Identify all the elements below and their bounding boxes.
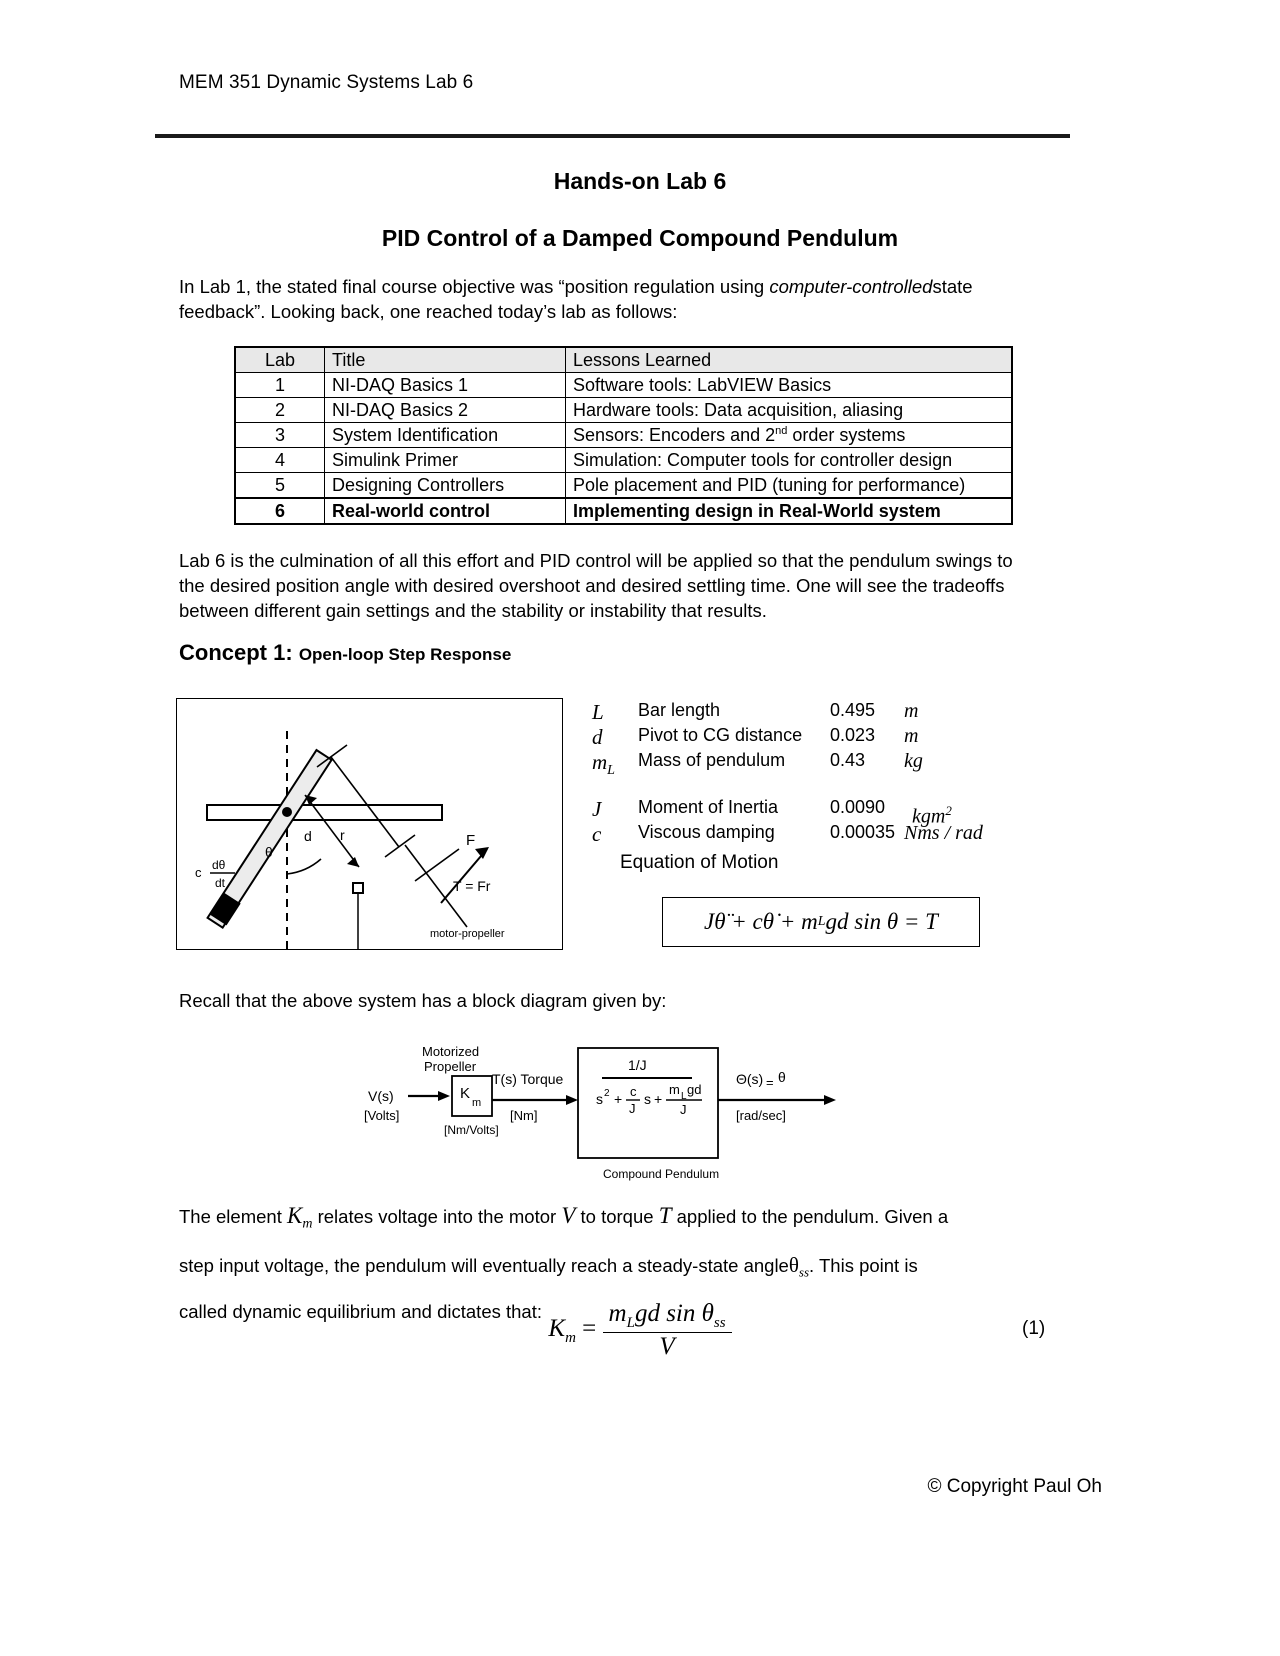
theta-label: θ xyxy=(265,844,273,860)
cell-title: NI-DAQ Basics 1 xyxy=(325,373,566,398)
parameter-value: 0.495 xyxy=(830,700,876,720)
cell-lesson: Software tools: LabVIEW Basics xyxy=(566,373,1013,398)
elem-V: V xyxy=(561,1203,576,1228)
F-label: F xyxy=(466,832,476,849)
tf-den-s-2: s xyxy=(644,1091,651,1107)
cell-title: Simulink Primer xyxy=(325,448,566,473)
cell-lab: 5 xyxy=(235,473,325,499)
element-line-2 xyxy=(179,1245,1049,1293)
block-diagram-svg xyxy=(360,1038,920,1188)
eq1-denominator: V xyxy=(659,1333,675,1360)
parameter-symbol: d xyxy=(592,725,603,749)
eq1-num-m-sub: L xyxy=(626,1315,635,1331)
unit-base: kgm xyxy=(912,805,946,828)
r-tick-end xyxy=(385,835,415,857)
eq1-numerator xyxy=(603,1300,732,1333)
concept-label: Concept 1: xyxy=(179,640,293,665)
theta-arc xyxy=(287,859,321,874)
eq1-equals: = xyxy=(582,1315,597,1343)
r-label: r xyxy=(340,827,345,843)
lesson-post: order systems xyxy=(787,424,906,445)
km-block-subscript: m xyxy=(472,1097,482,1109)
input-units-label: [Volts] xyxy=(364,1108,400,1123)
elem-text-5: step input voltage, the pendulum will eventually reach a steady-state angle xyxy=(179,1254,789,1276)
force-arrowhead xyxy=(475,847,489,859)
equation-number: (1) xyxy=(1022,1318,1046,1339)
page-subtitle: PID Control of a Damped Compound Pendulum xyxy=(381,225,899,251)
parameter-value: 0.43 xyxy=(830,750,866,770)
elem-theta-sub: ss xyxy=(798,1264,810,1280)
km-units-label: [Nm/Volts] xyxy=(444,1123,499,1137)
eq1-num-m: m xyxy=(608,1300,627,1327)
table-row xyxy=(235,423,1012,448)
cell-lesson: Implementing design in Real-World system xyxy=(566,498,1013,524)
elem-km: K xyxy=(286,1203,303,1228)
km-block-label: K xyxy=(460,1085,471,1102)
table-row xyxy=(235,398,1012,423)
pendulum-diagram-svg xyxy=(177,699,562,949)
parameter-name: Mass of pendulum xyxy=(638,750,786,770)
support-bar xyxy=(207,805,442,820)
tf-den-m: m xyxy=(669,1082,680,1097)
parameter-value: 0.0090 xyxy=(830,797,886,817)
parameter-unit: m xyxy=(904,700,919,722)
cell-title: Designing Controllers xyxy=(325,473,566,499)
elem-text-1: The element xyxy=(179,1206,287,1227)
output-arrowhead xyxy=(824,1095,836,1105)
input-signal-label: V(s) xyxy=(368,1088,394,1104)
elem-text-6: . This point is xyxy=(809,1254,918,1276)
pendulum-figure xyxy=(176,698,563,950)
parameter-row-J xyxy=(592,797,1012,828)
table-row xyxy=(235,373,1012,398)
lesson-pre: Sensors: Encoders and 2 xyxy=(573,424,776,445)
motor-propeller-label: motor-propeller xyxy=(430,928,505,940)
d-label: d xyxy=(304,828,312,844)
elem-theta: θ xyxy=(788,1252,799,1277)
cell-title: System Identification xyxy=(325,423,566,448)
column-header-lessons: Lessons Learned xyxy=(566,347,1013,373)
eom-text-2: gd sin θ = T xyxy=(825,909,938,934)
km-block xyxy=(452,1076,492,1116)
lab6-paragraph: Lab 6 is the culmination of all this effort and PID control will be applied so that the pendulum swings to the desired position angle with desired overshoot and desired settling time. One will see the tradeoffs between different gain settings and the stability or instability that results. xyxy=(179,550,1013,621)
parameter-row-c xyxy=(592,822,1012,856)
km-caption-line2: Propeller xyxy=(424,1059,477,1074)
pivot-point xyxy=(282,807,292,817)
concept-text: Open-loop Step Response xyxy=(298,645,512,664)
tf-den-m-subscript: L xyxy=(681,1091,687,1102)
tf-den-J-1: J xyxy=(629,1101,636,1116)
tf-den-s-exponent: 2 xyxy=(604,1088,610,1099)
eq1-K: K xyxy=(548,1315,566,1343)
elem-text-2: relates voltage into the motor xyxy=(312,1206,562,1227)
parameter-spacer xyxy=(592,775,1012,797)
page-title: Hands-on Lab 6 xyxy=(553,168,727,194)
parameter-row-d xyxy=(592,725,1012,750)
table-row xyxy=(235,473,1012,499)
parameter-symbol: c xyxy=(592,822,602,846)
element-line-1 xyxy=(179,1196,1049,1245)
damping-num-label: dθ xyxy=(212,858,226,872)
r-tick-mid xyxy=(415,849,459,881)
cell-lesson: Simulation: Computer tools for controller design xyxy=(566,448,1013,473)
cell-title: NI-DAQ Basics 2 xyxy=(325,398,566,423)
unit-superscript: 2 xyxy=(945,803,952,818)
element-line-3: called dynamic equilibrium and dictates that: xyxy=(179,1301,542,1323)
parameter-value: 0.023 xyxy=(830,725,876,745)
parameter-list xyxy=(592,700,1012,856)
parameter-symbol: L xyxy=(592,700,604,724)
elem-km-sub: m xyxy=(302,1216,313,1232)
eq1-fraction xyxy=(603,1300,732,1361)
intro-paragraph xyxy=(179,274,1044,324)
cell-lesson xyxy=(566,423,1013,448)
input-arrowhead xyxy=(438,1091,450,1101)
eom-subscript: L xyxy=(817,914,826,929)
lesson-sup: nd xyxy=(775,424,788,437)
parameter-symbol: J xyxy=(592,797,602,821)
concept-heading xyxy=(179,640,511,666)
cell-lab: 1 xyxy=(235,373,325,398)
torque-label: T = Fr xyxy=(453,878,491,894)
tf-den-gd: gd xyxy=(687,1082,702,1097)
output-theta: θ xyxy=(778,1069,786,1085)
intro-part1: In Lab 1, the stated final course objective was “position regulation using xyxy=(179,276,770,297)
intro-part2: state feedback”. Looking back, one reached today’s lab as follows: xyxy=(179,276,973,322)
equation-of-motion-box xyxy=(662,897,980,947)
transfer-function-numerator: 1/J xyxy=(628,1057,647,1073)
output-signal-label: Θ(s) xyxy=(736,1071,764,1087)
eq1-num-theta-sub: ss xyxy=(713,1315,726,1331)
output-equals: = xyxy=(766,1075,774,1090)
recall-paragraph: Recall that the above system has a block diagram given by: xyxy=(179,990,667,1011)
torque-arrowhead xyxy=(566,1095,578,1105)
parameter-unit: Nms / rad xyxy=(904,822,983,844)
parameter-name: Bar length xyxy=(638,700,721,720)
cell-lab: 4 xyxy=(235,448,325,473)
torque-units-label: [Nm] xyxy=(510,1108,538,1123)
lab-history-table xyxy=(234,346,1013,525)
equation-of-motion-label: Equation of Motion xyxy=(620,852,779,873)
tf-den-plus-2: + xyxy=(654,1091,663,1107)
elem-text-3: to torque xyxy=(575,1206,659,1227)
parameter-value: 0.00035 xyxy=(830,822,896,842)
cell-lab: 3 xyxy=(235,423,325,448)
tf-den-J-2: J xyxy=(680,1102,687,1117)
table-row xyxy=(235,448,1012,473)
cg-marker xyxy=(353,883,363,893)
eq1-num-rest: gd sin θ xyxy=(634,1300,714,1327)
block-diagram xyxy=(360,1038,920,1188)
damping-c-label: c xyxy=(195,865,202,880)
parameter-name: Pivot to CG distance xyxy=(638,725,803,745)
output-units-label: [rad/sec] xyxy=(736,1108,786,1123)
tf-den-s: s xyxy=(596,1091,603,1107)
intro-italic: computer-controlled xyxy=(769,276,933,297)
elem-T: T xyxy=(658,1203,672,1228)
parameter-symbol xyxy=(592,750,638,779)
cell-lab: 2 xyxy=(235,398,325,423)
parameter-unit: m xyxy=(904,725,919,747)
eom-text-1: Jθ̈ + cθ̇ + m xyxy=(704,909,818,934)
column-header-lab: Lab xyxy=(235,347,325,373)
parameter-name: Viscous damping xyxy=(638,822,775,842)
cell-lesson: Hardware tools: Data acquisition, aliasing xyxy=(566,398,1013,423)
footer-copyright: © Copyright Paul Oh xyxy=(927,1476,1102,1497)
km-caption-line1: Motorized xyxy=(422,1044,480,1059)
torque-signal-label: T(s) Torque xyxy=(492,1071,564,1087)
damping-den-label: dt xyxy=(215,876,226,890)
cell-lesson: Pole placement and PID (tuning for performance) xyxy=(566,473,1013,499)
table-header-row xyxy=(235,347,1012,373)
elem-text-4: applied to the pendulum. Given a xyxy=(671,1206,949,1227)
symbol-subscript: L xyxy=(607,763,615,779)
table-row-highlighted xyxy=(235,498,1012,524)
parameter-unit: kg xyxy=(904,750,923,772)
parameter-name: Moment of Inertia xyxy=(638,797,779,817)
parameter-row-L xyxy=(592,700,1012,725)
cell-lab: 6 xyxy=(235,498,325,524)
plant-caption: Compound Pendulum xyxy=(603,1167,720,1181)
running-head: MEM 351 Dynamic Systems Lab 6 xyxy=(179,72,474,93)
parameter-row-mL xyxy=(592,750,1012,779)
tf-den-plus-1: + xyxy=(614,1091,623,1107)
equation-1 xyxy=(0,1300,1280,1361)
tf-den-c: c xyxy=(630,1084,637,1099)
symbol-base: m xyxy=(592,750,608,774)
column-header-title: Title xyxy=(325,347,566,373)
header-rule xyxy=(155,134,1070,138)
eq1-K-sub: m xyxy=(565,1330,576,1347)
cell-title: Real-world control xyxy=(325,498,566,524)
